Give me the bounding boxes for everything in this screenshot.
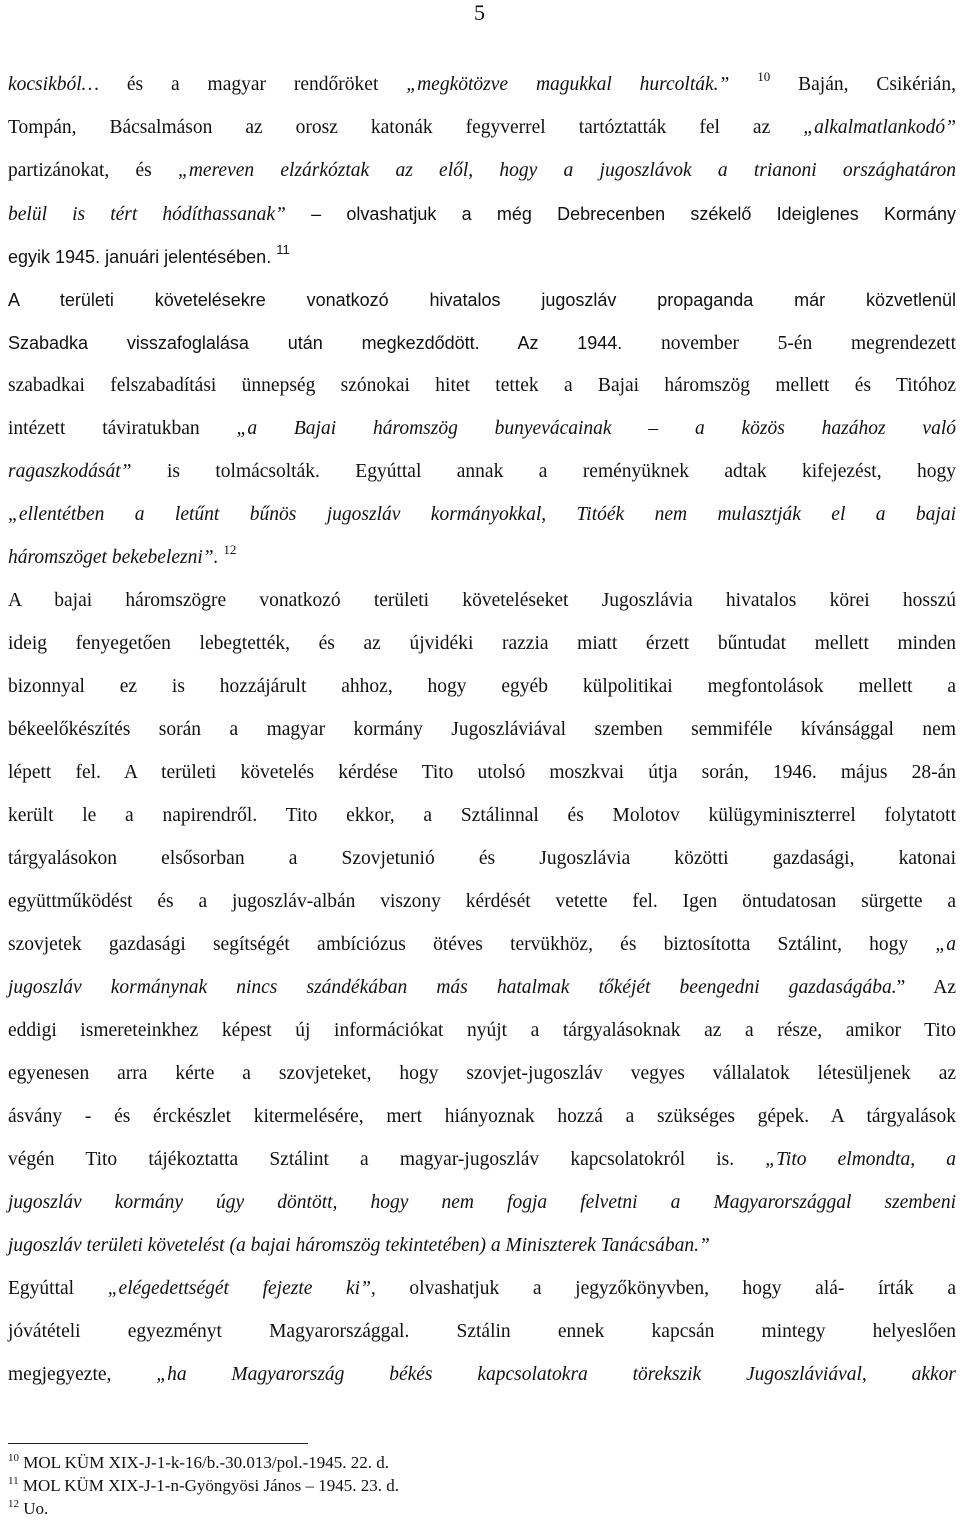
text-run: Baján, Csikérián, xyxy=(770,74,957,95)
text-line xyxy=(8,459,956,485)
text-line xyxy=(8,287,956,313)
text-run: jóvátételi egyezményt Magyarországgal. Sztálin ennek kapcsán mintegy helyeslően xyxy=(8,1321,956,1342)
text-run: került le a napirendről. Tito ekkor, a Sztálinnal és Molotov külügyminiszterrel folytatott xyxy=(8,805,956,826)
text-line xyxy=(8,1061,956,1087)
footnote xyxy=(8,1453,389,1473)
italic-quote: „Tito elmondta, a xyxy=(765,1149,956,1170)
text-line xyxy=(8,542,956,572)
footnote-text: Uo. xyxy=(19,1499,49,1518)
text-run: intézett táviratukban xyxy=(8,418,237,439)
text-run: szovjetek gazdasági segítségét ambíciózus ötéves tervükhöz, és biztosította Sztálint, hogy xyxy=(8,934,936,955)
italic-quote: „elégedettségét fejezte ki”, xyxy=(107,1278,376,1299)
text-line xyxy=(8,975,956,1001)
italic-quote: jugoszláv területi követelést (a bajai háromszög tekintetében) a Miniszterek Tanácsában.” xyxy=(8,1235,710,1256)
text-line xyxy=(8,932,956,958)
text-run: egyenesen arra kérte a szovjeteket, hogy szovjet-jugoszláv vegyes vállalatok létesüljenek az xyxy=(8,1063,956,1084)
text-line xyxy=(8,846,956,872)
text-line xyxy=(8,1018,956,1044)
italic-quote: „alkalmatlankodó” xyxy=(803,117,956,138)
text-line xyxy=(8,158,956,184)
text-line xyxy=(8,1319,956,1345)
text-run: Egyúttal xyxy=(8,1278,108,1299)
footnote-text: MOL KÜM XIX-J-1-n-Gyöngyösi János – 1945. 23. d. xyxy=(18,1476,400,1495)
text-run: ideig fenyegetően lebegtették, és az újvidéki razzia miatt érzett bűntudat mellett minden xyxy=(8,633,956,654)
footnote-number: 10 xyxy=(8,1452,19,1464)
footnote-ref: 11 xyxy=(276,242,290,257)
text-run xyxy=(729,74,757,95)
text-line xyxy=(8,373,956,399)
italic-quote: „megkötözve magukkal hurcolták.” xyxy=(406,74,730,95)
text-run: egyik 1945. januári jelentésében. xyxy=(8,247,277,267)
text-run: olvashatjuk a jegyzőkönyvben, hogy alá- írták a xyxy=(375,1278,956,1299)
text-run: lépett fel. A területi követelés kérdése Tito utolsó moszkvai útja során, 1946. május 28-án xyxy=(8,762,956,783)
page-number: 5 xyxy=(474,0,485,25)
text-line xyxy=(8,717,956,743)
italic-quote: „mereven elzárkóztak az elől, hogy a jugoszlávok a trianoni országhatáron xyxy=(177,160,956,181)
text-run: békeelőkészítés során a magyar kormány Jugoszláviával szemben semmiféle kívánsággal nem xyxy=(8,719,956,740)
text-run: A területi követelésekre vonatkozó hivatalos jugoszláv propaganda már közvetlenül xyxy=(8,290,956,310)
text-run: ” Az xyxy=(896,977,956,998)
text-line xyxy=(8,631,956,657)
footnote-number: 11 xyxy=(8,1475,19,1487)
text-line xyxy=(8,803,956,829)
text-line xyxy=(8,889,956,915)
text-run: ásvány - és érckészlet kitermelésére, mert hiányoznak hozzá a szükséges gépek. A tárgyalások xyxy=(8,1106,956,1127)
text-line xyxy=(8,330,956,357)
text-line xyxy=(8,1147,956,1173)
text-run: november 5-én megrendezett xyxy=(622,333,956,354)
text-line xyxy=(8,1276,956,1302)
text-line xyxy=(8,1190,956,1216)
italic-quote: „ellentétben a letűnt bűnös jugoszláv kormányokkal, Titóék nem mulasztják el a bajai xyxy=(8,504,956,525)
italic-quote: „a xyxy=(935,934,956,955)
text-line xyxy=(8,416,956,442)
text-line xyxy=(8,244,956,272)
text-line xyxy=(8,674,956,700)
text-line xyxy=(8,760,956,786)
text-run: végén Tito tájékoztatta Sztálint a magyar-jugoszláv kapcsolatokról is. xyxy=(8,1149,766,1170)
footnote-divider xyxy=(8,1443,308,1444)
footnote-ref: 10 xyxy=(757,69,771,84)
text-run: eddigi ismereteinkhez képest új információkat nyújt a tárgyalásoknak az a része, amikor Tito xyxy=(8,1020,956,1041)
italic-quote: jugoszláv kormány úgy döntött, hogy nem fogja felvetni a Magyarországgal szembeni xyxy=(8,1192,956,1213)
text-run: – olvashatjuk a még Debrecenben székelő Ideiglenes Kormány xyxy=(285,204,956,224)
text-line xyxy=(8,1104,956,1130)
footnote xyxy=(8,1499,48,1519)
text-run: szabadkai felszabadítási ünnepség szónokai hitet tettek a Bajai háromszög mellett és Titóhoz xyxy=(8,375,956,396)
text-run: és a magyar rendőröket xyxy=(98,74,407,95)
text-run: is tolmácsolták. Egyúttal annak a reményüknek adtak kifejezést, hogy xyxy=(131,461,956,482)
text-line xyxy=(8,588,956,614)
footnote xyxy=(8,1476,399,1496)
text-line xyxy=(8,115,956,141)
text-line xyxy=(8,69,957,99)
italic-quote: „a Bajai háromszög bunyevácainak – a közös hazához való xyxy=(236,418,956,439)
text-run: partizánokat, és xyxy=(8,160,178,181)
italic-quote: jugoszláv kormánynak nincs szándékában más hatalmak tőkéjét beengedni gazdaságába. xyxy=(8,977,897,998)
text-line xyxy=(8,502,956,528)
italic-quote: „ha Magyarország békés kapcsolatokra törekszik Jugoszláviával, akkor xyxy=(156,1364,956,1385)
text-run: együttműködést és a jugoszláv-albán viszony kérdését vetette fel. Igen öntudatosan sürgette a xyxy=(8,891,956,912)
text-run: megjegyezte, xyxy=(8,1364,157,1385)
text-run: bizonnyal ez is hozzájárult ahhoz, hogy egyéb külpolitikai megfontolások mellett a xyxy=(8,676,956,697)
footnote-number: 12 xyxy=(8,1498,19,1510)
italic-quote: kocsikból… xyxy=(8,74,99,95)
text-run: tárgyalásokon elsősorban a Szovjetunió és Jugoszlávia közötti gazdasági, katonai xyxy=(8,848,956,869)
text-line xyxy=(8,201,956,228)
italic-quote: háromszöget bekebelezni”. xyxy=(8,547,224,568)
text-line xyxy=(8,1362,956,1388)
text-run: Tompán, Bácsalmáson az orosz katonák fegyverrel tartóztatták fel az xyxy=(8,117,804,138)
footnote-text: MOL KÜM XIX-J-1-k-16/b.-30.013/pol.-1945. 22. d. xyxy=(19,1453,390,1472)
italic-quote: ragaszkodását” xyxy=(8,461,132,482)
text-run: Szabadka visszafoglalása után megkezdődött. Az 1944. xyxy=(8,333,623,353)
italic-quote: belül is tért hódíthassanak” xyxy=(8,204,286,225)
footnote-ref: 12 xyxy=(223,542,237,557)
text-run: A bajai háromszögre vonatkozó területi követeléseket Jugoszlávia hivatalos körei hosszú xyxy=(8,590,956,611)
text-line xyxy=(8,1233,956,1259)
